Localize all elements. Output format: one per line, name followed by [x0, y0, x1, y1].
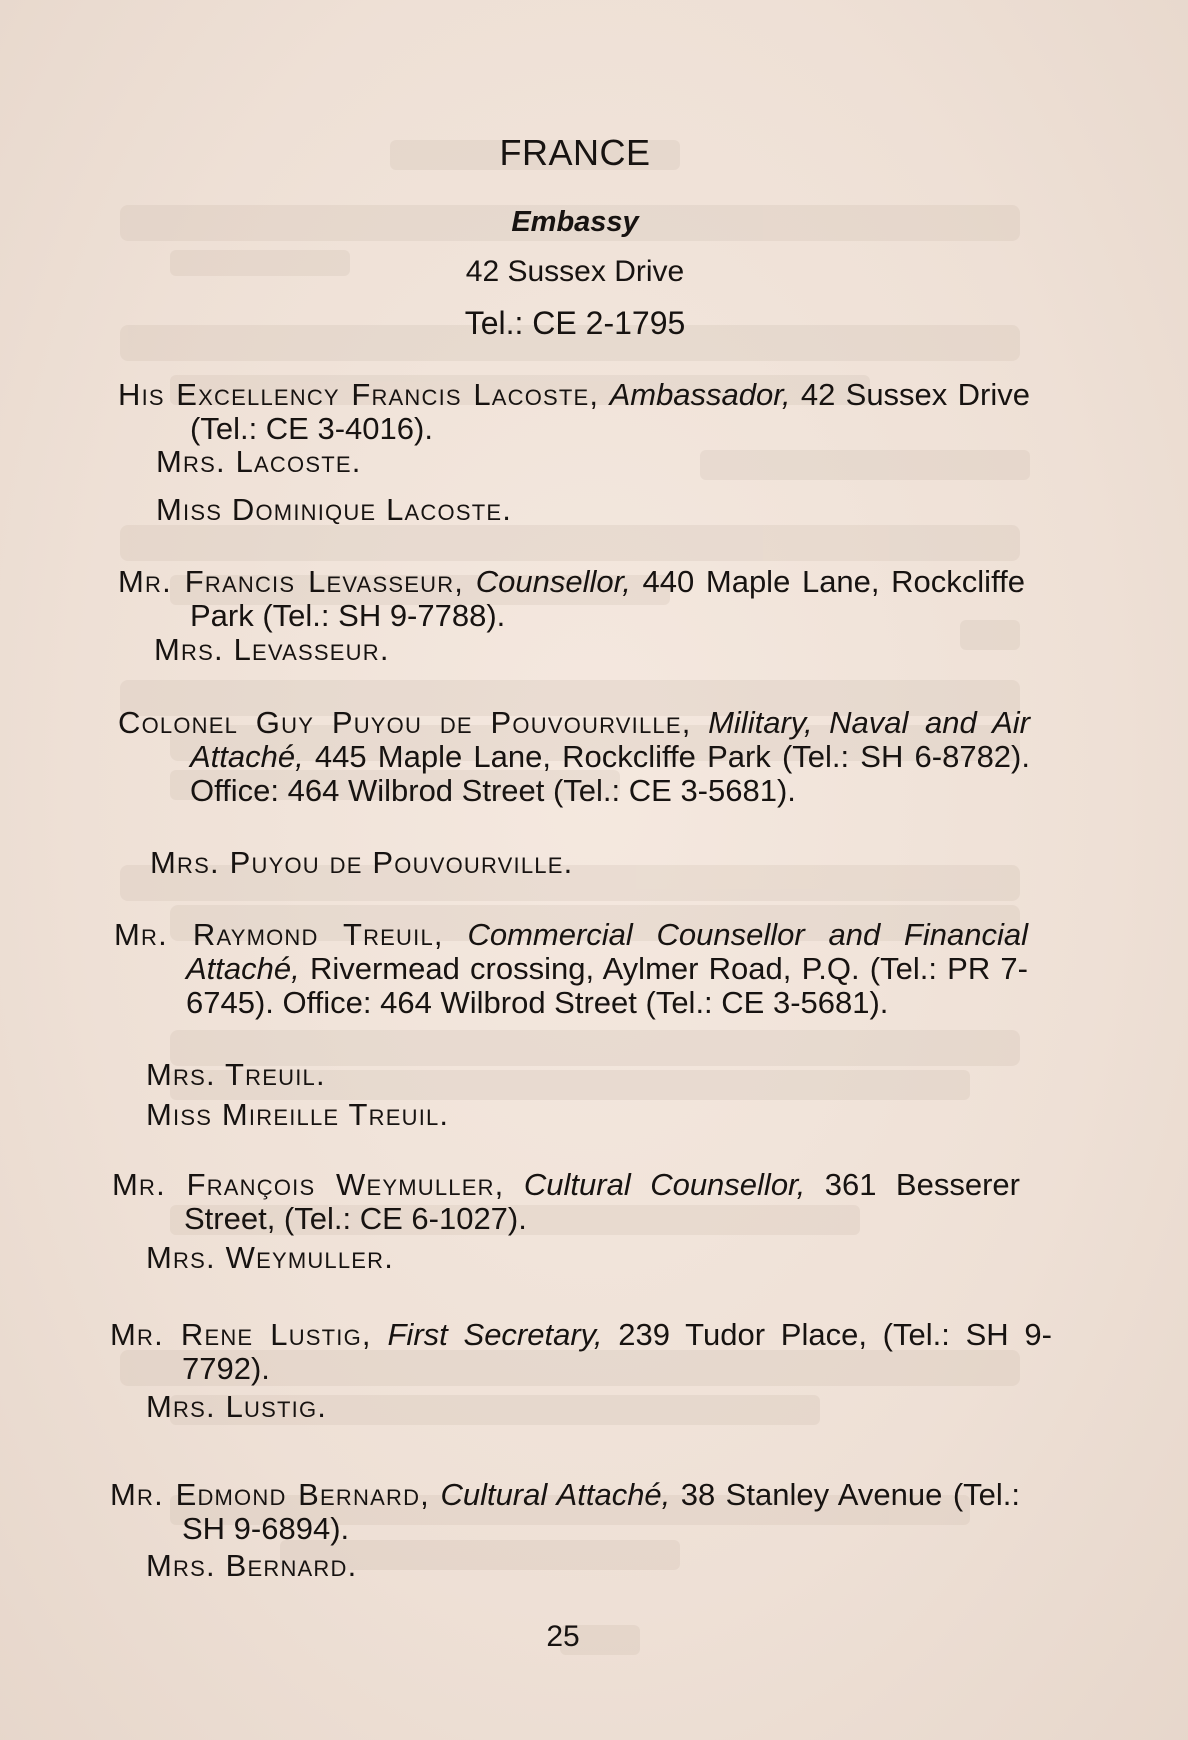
entry-weymuller [112, 1168, 1020, 1236]
dependent: Mrs. Bernard. [146, 1548, 358, 1583]
person-details: 42 Sussex Drive (Tel.: CE 3-4016). [190, 377, 1030, 446]
person-name: Mr. Rene Lustig, [110, 1317, 372, 1352]
entry-treuil [114, 918, 1028, 1020]
person-details: Rivermead crossing, Aylmer Road, P.Q. (Tel.: PR 7-6745). Office: 464 Wilbrod Street (Tel.: CE 3-5681). [186, 951, 1028, 1020]
person-details: 239 Tudor Place, (Tel.: SH 9-7792). [182, 1317, 1052, 1386]
dependent: Mrs. Treuil. [146, 1057, 326, 1092]
dependent: Mrs. Lustig. [146, 1389, 328, 1424]
country-heading: FRANCE [499, 132, 651, 173]
person-name: Mr. Edmond Bernard, [110, 1477, 430, 1512]
person-name: Mr. François Weymuller, [112, 1167, 505, 1202]
person-title: Cultural Attaché, [440, 1477, 671, 1512]
person-details: 38 Stanley Avenue (Tel.: SH 9-6894). [182, 1477, 1020, 1546]
person-title: Ambassador, [609, 377, 791, 412]
entry-lacoste [118, 378, 1030, 446]
person-details: 361 Besserer Street, (Tel.: CE 6-1027). [184, 1167, 1020, 1236]
entry-pouvourville [118, 706, 1030, 808]
dependent: Mrs. Lacoste. [156, 444, 362, 479]
person-title: Military, Naval and Air Attaché, [190, 705, 1030, 774]
entry-levasseur [118, 565, 1025, 633]
person-title: Commercial Counsellor and Financial Attaché, [186, 917, 1028, 986]
mission-address: 42 Sussex Drive [465, 255, 685, 288]
person-title: Cultural Counsellor, [523, 1167, 806, 1202]
entry-bernard [110, 1478, 1020, 1546]
dependent: Mrs. Puyou de Pouvourville. [150, 845, 574, 880]
entry-lustig [110, 1318, 1052, 1386]
dependent: Mrs. Weymuller. [146, 1240, 395, 1275]
person-name: His Excellency Francis Lacoste, [118, 377, 600, 412]
page-number: 25 [546, 1620, 580, 1653]
person-title: First Secretary, [387, 1317, 603, 1352]
person-details: 445 Maple Lane, Rockcliffe Park (Tel.: SH 6-8782). Office: 464 Wilbrod Street (Tel.: CE 3-5681). [190, 739, 1030, 808]
dependent: Miss Dominique Lacoste. [156, 492, 513, 527]
person-name: Mr. Raymond Treuil, [114, 917, 444, 952]
mission-telephone: Tel.: CE 2-1795 [464, 305, 686, 341]
mission-type: Embassy [511, 206, 639, 238]
dependent: Mrs. Levasseur. [154, 632, 390, 667]
person-title: Counsellor, [475, 564, 631, 599]
person-name: Mr. Francis Levasseur, [118, 564, 465, 599]
dependent: Miss Mireille Treuil. [146, 1097, 450, 1132]
person-details: 440 Maple Lane, Rockcliffe Park (Tel.: SH 9-7788). [190, 564, 1025, 633]
person-name: Colonel Guy Puyou de Pouvourville, [118, 705, 692, 740]
